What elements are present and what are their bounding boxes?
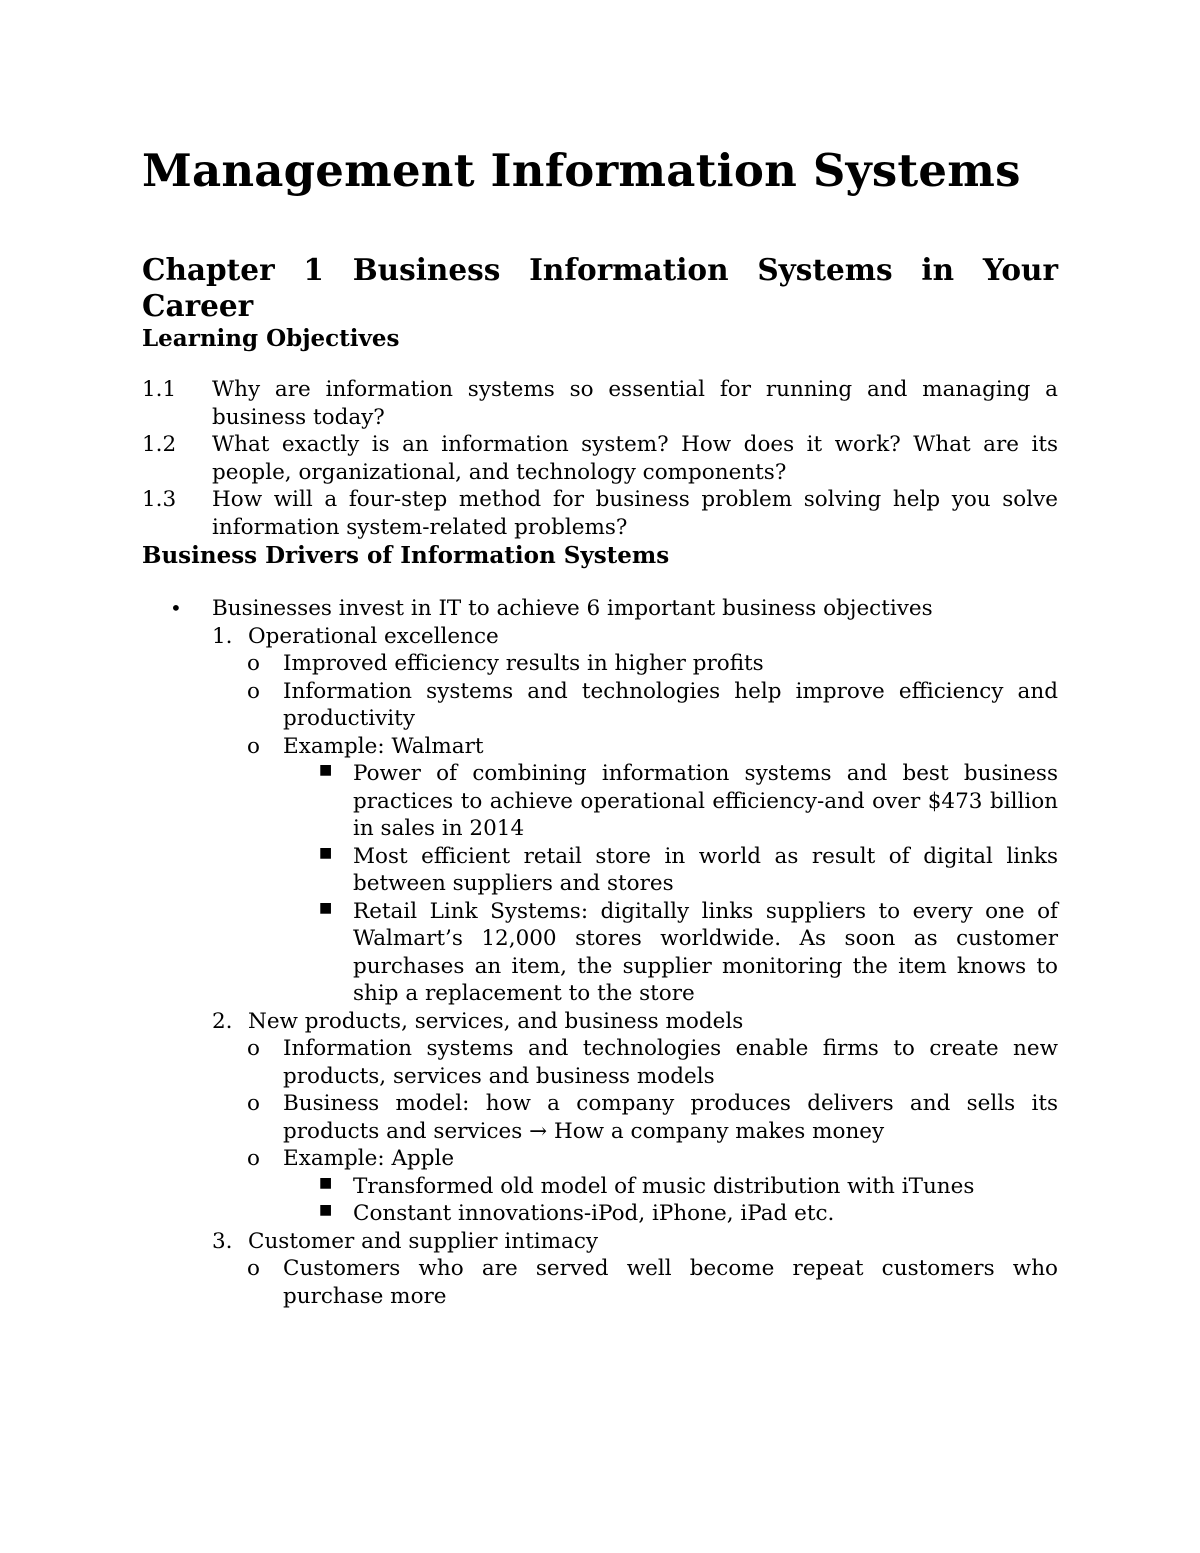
item-text: Retail Link Systems: digitally links suppliers to every one of Walmart’s 12,000 stores worldwide. As soon as customer purchases an item, the supplier monitoring the item knows to ship a replacement to the store <box>353 898 1058 1006</box>
item-text: Most efficient retail store in world as result of digital links between suppliers and stores <box>353 843 1058 896</box>
list-item <box>247 733 1058 761</box>
list-item <box>247 1035 1058 1090</box>
square-bullet-glyph: ■ <box>319 1202 333 1218</box>
square-bullet-icon <box>319 1200 353 1228</box>
square-bullet-glyph: ■ <box>319 899 333 916</box>
square-bullet-icon <box>319 760 353 843</box>
list-item <box>319 1200 1058 1228</box>
square-bullet-glyph: ■ <box>319 1174 333 1191</box>
list-item <box>247 650 1058 678</box>
bullet-icon: • <box>170 596 182 620</box>
item-text: Information systems and technologies help improve efficiency and productivity <box>283 678 1058 731</box>
item-text: Improved efficiency results in higher profits <box>283 651 764 676</box>
item-number: 3. <box>212 1228 233 1254</box>
item-number: 1. <box>212 623 233 649</box>
item-text: Operational excellence <box>248 623 499 649</box>
learning-objectives-heading: Learning Objectives <box>142 325 400 352</box>
item-text: Business model: how a company produces delivers and sells its products and services → How a company makes money <box>283 1091 1058 1144</box>
objective-item <box>142 376 1058 431</box>
document-content <box>142 140 1058 1310</box>
circle-bullet-icon: o <box>247 651 260 676</box>
item-text: Transformed old model of music distribution with iTunes <box>353 1173 975 1199</box>
list-item <box>247 1090 1058 1145</box>
numbered-item <box>212 623 1058 651</box>
square-bullet-icon <box>319 1173 353 1201</box>
chapter-title: Chapter 1 Business Information Systems in Your Career <box>142 252 1058 323</box>
item-text: Example: Walmart <box>283 733 484 759</box>
circle-bullet-icon: o <box>247 1146 260 1171</box>
business-drivers-heading: Business Drivers of Information Systems <box>142 542 670 569</box>
item-text: Customers who are served well become repeat customers who purchase more <box>283 1256 1058 1309</box>
circle-bullet-icon: o <box>247 1091 260 1116</box>
document-title: Management Information Systems <box>142 144 1021 197</box>
learning-objectives-list <box>142 376 1058 541</box>
square-bullet-glyph: ■ <box>319 762 333 778</box>
square-bullet-glyph: ■ <box>319 844 333 861</box>
item-text: Power of combining information systems and best business practices to achieve operational efficiency-and over $473 billion in sales in 2014 <box>353 761 1058 841</box>
objective-text: What exactly is an information system? How does it work? What are its people, organizational, and technology components? <box>212 432 1058 485</box>
objective-item <box>142 486 1058 541</box>
objective-text: How will a four-step method for business problem solving help you solve information system-related problems? <box>212 487 1058 540</box>
item-text: Customer and supplier intimacy <box>248 1228 599 1254</box>
list-item <box>319 1173 1058 1201</box>
list-item <box>319 843 1058 898</box>
item-text: New products, services, and business models <box>248 1008 744 1034</box>
numbered-item <box>212 1008 1058 1036</box>
objective-number: 1.1 <box>142 377 177 402</box>
square-bullet-icon <box>319 843 353 898</box>
objective-number: 1.3 <box>142 487 177 512</box>
objective-number: 1.2 <box>142 432 177 457</box>
list-item <box>247 1255 1058 1310</box>
item-text: Example: Apple <box>283 1146 455 1171</box>
list-item <box>247 1145 1058 1173</box>
circle-bullet-icon: o <box>247 678 260 704</box>
objective-text: Why are information systems so essential for running and managing a business today? <box>212 377 1058 430</box>
objective-item <box>142 431 1058 486</box>
business-drivers-list <box>142 595 1058 1310</box>
list-item <box>247 678 1058 733</box>
numbered-item <box>212 1228 1058 1256</box>
item-number: 2. <box>212 1008 233 1034</box>
list-item <box>170 595 1058 623</box>
item-text: Information systems and technologies enable firms to create new products, services and business models <box>283 1036 1058 1089</box>
item-text: Constant innovations-iPod, iPhone, iPad etc. <box>353 1201 835 1226</box>
bullet-text: Businesses invest in IT to achieve 6 important business objectives <box>212 596 933 621</box>
list-item <box>319 898 1058 1008</box>
square-bullet-icon <box>319 898 353 1008</box>
circle-bullet-icon: o <box>247 1256 260 1281</box>
circle-bullet-icon: o <box>247 733 260 759</box>
list-item <box>319 760 1058 843</box>
circle-bullet-icon: o <box>247 1036 260 1061</box>
